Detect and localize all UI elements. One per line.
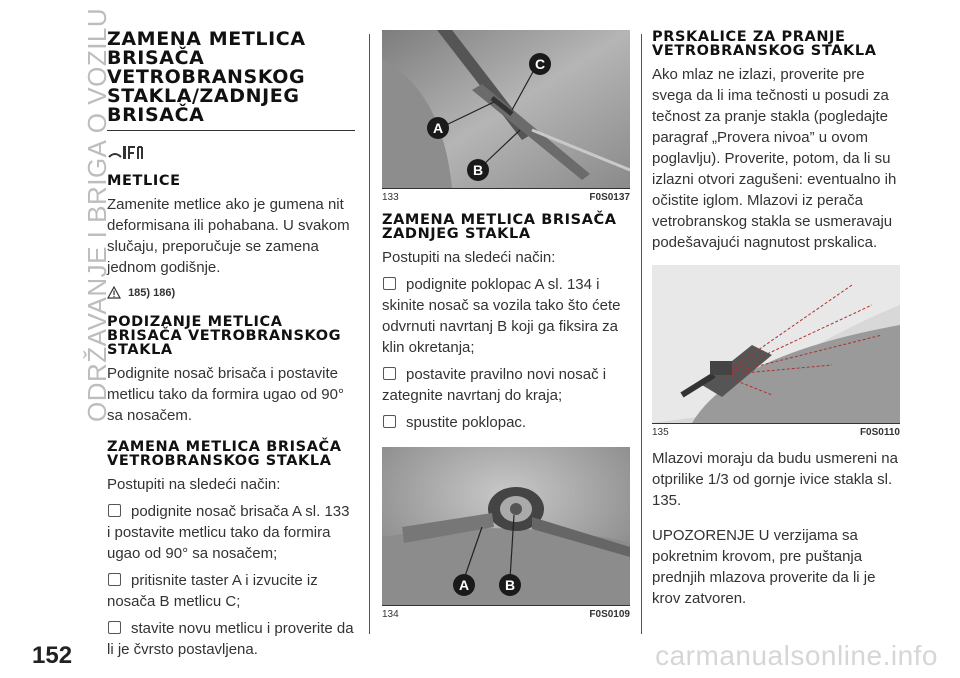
maintenance-symbol-icon [107, 141, 355, 168]
section-title-podizanje: PODIZANJE METLICA BRISAČA VETROBRANSKOG STAKLA [107, 314, 342, 358]
column-divider [641, 34, 642, 634]
list-item: podignite nosač brisača A sl. 133 i postavite metlicu tako da formira ugao od 90° sa nosačem; [107, 503, 350, 562]
section-title-metlice: METLICE [107, 173, 181, 189]
figure-caption [382, 188, 630, 203]
paragraph: Ako mlaz ne izlazi, proverite pre svega da li ima tečnosti u posudi za tečnost za pranje stakla (pogledajte paragraf „Provera nivoa” u ovom poglavlju). Proverite, potom, da li su izlazni otvori zagušeni: eventualno ih očistite iglom. Mlazovi iz perača vetrobranskog stakla se usmeravaju podešavajući nagnutost prskalica. [652, 66, 897, 251]
column-divider [369, 34, 370, 634]
warning-triangle-icon [107, 286, 121, 299]
bullet-box-icon [108, 573, 121, 586]
main-title: ZAMENA METLICA BRISAČA VETROBRANSKOG STAKLA/ZADNJEG BRISAČA [107, 28, 306, 126]
rear-wiper-illustration [382, 447, 630, 605]
figure-code: F0S0137 [589, 192, 630, 203]
bullet-box-icon [383, 367, 396, 380]
paragraph: Zamenite metlice ako je gumena nit deformisana ili pohabana. U svakom slučaju, preporučuje se zamena jednom godišnje. [107, 196, 350, 276]
paragraph: UPOZORENJE U verzijama sa pokretnim krovom, pre puštanja prednjih mlazova proverite da li je krov zatvoren. [652, 527, 876, 607]
bullet-box-icon [383, 415, 396, 428]
callout-label-b: B [472, 162, 484, 178]
bullet-box-icon [383, 277, 396, 290]
figure-caption [382, 605, 630, 620]
paragraph: Podignite nosač brisača i postavite metlicu tako da formira ugao od 90° sa nosačem. [107, 365, 344, 424]
figure-code: F0S0110 [859, 427, 900, 438]
figure-caption [652, 423, 900, 438]
callout-label-a: A [432, 120, 444, 136]
bullet-box-icon [108, 621, 121, 634]
paragraph: Mlazovi moraju da budu usmereni na otprilike 1/3 od gornje ivice stakla sl. 135. [652, 450, 898, 509]
paragraph: Postupiti na sledeći način: [382, 249, 556, 266]
list-item: spustite poklopac. [382, 412, 630, 433]
paragraph: Postupiti na sledeći način: [107, 476, 281, 493]
washer-nozzle-illustration [652, 265, 900, 423]
bullet-box-icon [108, 504, 121, 517]
figure-135 [652, 265, 900, 423]
figure-number: 135 [652, 427, 669, 438]
callout-label-c: C [534, 56, 546, 72]
section-title-zamena: ZAMENA METLICA BRISAČA VETROBRANSKOG STAKLA [107, 439, 342, 469]
figure-134 [382, 447, 630, 605]
column-2 [382, 30, 630, 630]
list-item: stavite novu metlicu i proverite da li je čvrsto postavljena. [107, 620, 354, 658]
wiper-arm-illustration [382, 30, 630, 188]
figure-133 [382, 30, 630, 188]
callout-label-a: A [458, 577, 470, 593]
callout-label-b: B [504, 577, 516, 593]
page-number: 152 [32, 642, 73, 669]
figure-code: F0S0109 [589, 609, 630, 620]
chapter-side-title: ODRŽAVANJE I BRIGA O VOZILU [82, 7, 112, 422]
column-1 [107, 30, 355, 666]
section-title-zadnjeg: ZAMENA METLICA BRISAČA ZADNJEG STAKLA [382, 212, 617, 242]
watermark: carmanualsonline.info [655, 640, 938, 671]
figure-number: 133 [382, 192, 399, 203]
title-underline [107, 130, 355, 131]
warning-reference: 185) 186) [107, 286, 355, 299]
section-title-prskalice: PRSKALICE ZA PRANJE VETROBRANSKOG STAKLA [652, 29, 877, 59]
list-item: podignite poklopac A sl. 134 i skinite nosač sa vozila tako što ćete odvrnuti navrtanj B koji ga fiksira za klin okretanja; [382, 276, 621, 356]
figure-number: 134 [382, 609, 399, 620]
list-item: postavite pravilno novi nosač i zategnite navrtanj do kraja; [382, 366, 607, 404]
column-3 [652, 30, 900, 615]
list-item: pritisnite taster A i izvucite iz nosača B metlicu C; [107, 572, 318, 610]
